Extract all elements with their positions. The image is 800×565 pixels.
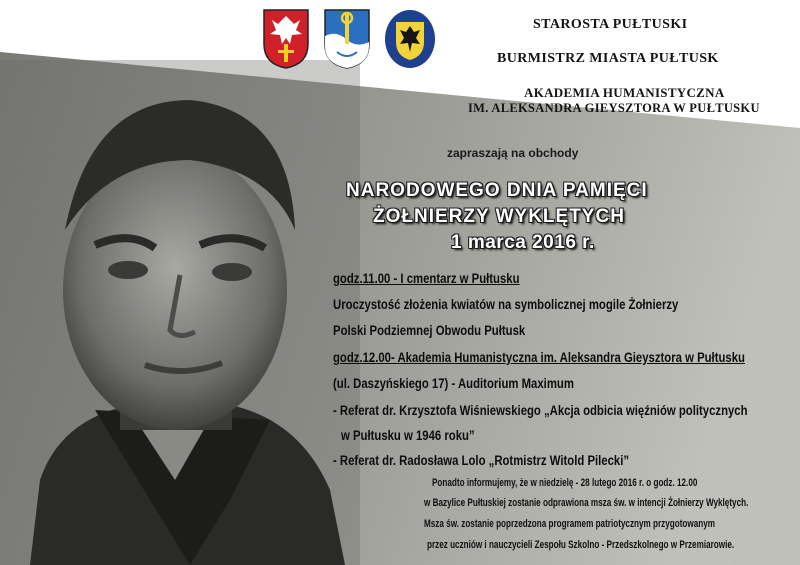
note-line: w Bazylice Pułtuskiej zostanie odprawiona msza św. w intencji Żołnierzy Wyklętych.	[424, 497, 749, 509]
program-line: godz.12.00- Akademia Humanistyczna im. Aleksandra Gieysztora w Pułtusku	[333, 350, 745, 365]
program-line: Polski Podziemnej Obwodu Pułtusk	[333, 323, 526, 338]
portrait-photo	[0, 60, 360, 565]
note-line: Ponadto informujemy, że w niedzielę - 28 lutego 2016 r. o godz. 12.00	[432, 477, 698, 489]
invitation-line: zapraszają na obchody	[447, 146, 579, 160]
note-line: Msza św. zostanie poprzedzona programem patriotycznym przygotowanym	[424, 518, 715, 530]
akademia-humanistyczna-seal-icon	[384, 8, 436, 70]
event-date: 1 marca 2016 r.	[451, 232, 595, 253]
event-title-line-2: ŻOŁNIERZY WYKLĘTYCH	[373, 206, 625, 227]
organizer-akademia: AKADEMIA HUMANISTYCZNA	[524, 85, 725, 100]
program-line: - Referat dr. Krzysztofa Wiśniewskiego „Akcja odbicia więźniów politycznych	[333, 403, 748, 418]
organizer-starosta: STAROSTA PUŁTUSKI	[533, 17, 688, 32]
program-line: (ul. Daszyńskiego 17) - Auditorium Maximum	[333, 376, 574, 391]
program-line: godz.11.00 - I cmentarz w Pułtusku	[333, 271, 520, 286]
organizer-akademia-name: IM. ALEKSANDRA GIEYSZTORA W PUŁTUSKU	[468, 101, 760, 115]
event-title-line-1: NARODOWEGO DNIA PAMIĘCI	[346, 180, 648, 201]
pultusk-city-crest-icon	[323, 8, 371, 70]
note-line: przez uczniów i nauczycieli Zespołu Szkolno - Przedszkolnego w Przemiarowie.	[427, 539, 735, 551]
organizer-burmistrz: BURMISTRZ MIASTA PUŁTUSK	[497, 51, 719, 66]
powiat-pultuski-crest-icon	[262, 8, 310, 70]
program-line: w Pułtusku w 1946 roku”	[341, 428, 475, 443]
program-line: - Referat dr. Radosława Lolo „Rotmistrz Witold Pilecki”	[333, 453, 630, 468]
program-line: Uroczystość złożenia kwiatów na symbolicznej mogile Żołnierzy	[333, 297, 679, 312]
